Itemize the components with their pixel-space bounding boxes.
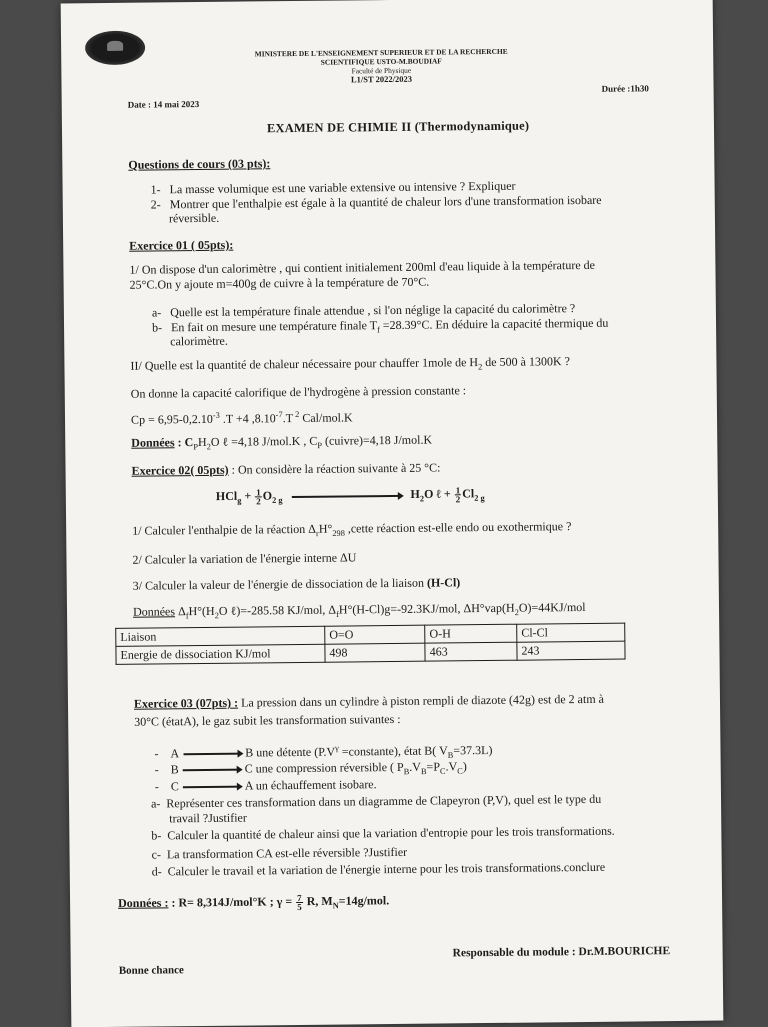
table-cell: 243 [517, 641, 625, 660]
table-cell: 498 [325, 643, 425, 662]
exercise-1-question-b-continued: calorimètre. [170, 333, 228, 349]
exam-sheet [61, 0, 724, 1027]
subscript: f [185, 611, 189, 621]
item-text: La transformation CA est-elle réversible ?Justifier [166, 844, 408, 862]
numerator: 7 [297, 892, 302, 904]
text-segment: 1/ Calculer l'enthalpie de la réaction Δ [132, 521, 317, 538]
superscript: γ [335, 743, 339, 753]
subscript: 2 [206, 442, 211, 452]
reactant-hcl: HCl [215, 488, 238, 504]
text-segment: Δ [174, 604, 186, 619]
text-segment: .T +4 ,8.10 [219, 411, 276, 426]
text-segment: R, M [303, 893, 333, 909]
item-letter: b- [151, 320, 163, 335]
exercise-1-part1-line1: 1/ On dispose d'un calorimètre , qui contient initialement 200ml d'eau liquide à la température de [129, 257, 596, 277]
text-segment: H [197, 434, 207, 450]
subscript: P [317, 441, 323, 451]
item-text: Représenter ces transformation dans un diagramme de Clapeyron (P,V), quel est le type du [166, 791, 602, 811]
text-segment: O)=44KJ/mol [518, 599, 586, 615]
data-label: Données : [118, 895, 169, 911]
table-cell: Energie de dissociation KJ/mol [116, 644, 325, 664]
state-label: A [170, 746, 180, 761]
item-letter: a- [150, 796, 161, 811]
exercise-3-question-a-continued: travail ?Justifier [169, 810, 247, 826]
good-luck-note: Bonne chance [118, 964, 184, 977]
numerator: 1 [256, 487, 261, 498]
exercise-3-data [118, 893, 389, 913]
exercise-3-question-b [151, 824, 614, 844]
table-header-cell: Liaison [116, 626, 325, 646]
text-segment: : R= 8,314J/mol°K ; γ = [168, 894, 296, 910]
ministry-header [211, 46, 551, 86]
text-segment: Cp = 6,95-0,2.10 [130, 411, 213, 427]
exercise-2-question-1 [132, 519, 571, 540]
data-label: Données [132, 604, 176, 619]
text-segment: (cuivre)=4,18 J/mol.K [321, 432, 433, 448]
superscript: -3 [212, 410, 220, 420]
text-segment: 3/ Calculer la valeur de l'énergie de dissociation de la liaison [132, 575, 428, 593]
exam-title: EXAMEN DE CHIMIE II (Thermodynamique) [266, 118, 530, 136]
exercise-2-data [133, 600, 586, 621]
level-label: L1/ST 2022/2023 [350, 73, 413, 85]
exercise-3-question-a [151, 792, 601, 812]
exercise-3-heading: Exercice 03 (07pts) : [133, 695, 239, 711]
exam-date: Date : 14 mai 2023 [127, 98, 200, 110]
state-label: B [170, 762, 179, 777]
faculty-label: Faculté de Physique [351, 65, 412, 76]
transformation-bc: - B C une compression réversible ( $P_B.V_B=P_C.V_C$) [154, 759, 467, 777]
text-segment: H°(H [188, 603, 215, 619]
arrow-right-icon [183, 786, 241, 789]
item-letter: d- [151, 864, 162, 879]
exercise-2-heading: Exercice 02( 05pts) [131, 462, 229, 478]
subscript: 2 g [272, 495, 283, 505]
reactant-o2: O [262, 488, 273, 503]
question-number: 2- [150, 197, 161, 212]
product-water: H [410, 486, 420, 502]
text-segment: =P [426, 759, 441, 774]
exercise-2-intro [131, 460, 440, 478]
item-text: Quelle est la température finale attendue , si l'on néglige la capacité du calorimètre ? [170, 301, 576, 320]
text-segment: =constante), état B( V [338, 743, 448, 759]
course-questions-heading: Questions de cours (03 pts): [128, 156, 271, 172]
text-segment: B une détente (P.V [245, 744, 336, 760]
text-segment: de 500 à 1300K ? [482, 354, 570, 370]
logo-emblem-icon [107, 41, 123, 51]
table-header-cell: Cl-Cl [517, 623, 625, 642]
exercise-3-question-d [152, 860, 606, 880]
exercise-1-part1-line2: 25°C.On y ajoute m=400g de cuivre à la température de 70°C. [129, 274, 430, 292]
course-question-2-continued: réversible. [168, 210, 220, 226]
item-letter: a- [151, 305, 162, 320]
table-header-cell: O-H [425, 624, 517, 643]
subscript: C [457, 766, 463, 776]
text-segment: La pression dans un cylindre à piston rempli de diazote (42g) est de 2 atm à [238, 691, 605, 710]
subscript: 2 g [474, 493, 485, 503]
numerator: 1 [455, 485, 461, 496]
text-segment: A un échauffement isobare. [244, 777, 377, 793]
data-label: Données [131, 435, 175, 450]
text-segment: : C [174, 435, 194, 450]
subscript: r [315, 529, 319, 539]
text-segment: C une compression réversible ( P [244, 759, 404, 776]
exam-duration: Durée :1h30 [601, 83, 649, 94]
text-segment: =37.3L) [453, 742, 493, 758]
exercise-3-question-c [152, 845, 408, 863]
transformation-ca: - C A un échauffement isobare. [154, 777, 377, 794]
subscript: 298 [332, 528, 345, 539]
bond-label: (H-Cl) [426, 575, 461, 590]
table-header-cell: O=O [325, 625, 425, 644]
question-number: 1- [150, 182, 161, 197]
subscript: C [439, 766, 446, 776]
subscript: f [336, 609, 339, 619]
exercise-2-question-3 [133, 575, 461, 593]
text-segment: .V [409, 759, 421, 774]
cp-intro: On donne la capacité calorifique de l'hydrogène à pression constante : [130, 383, 467, 401]
plus-sign: + [241, 488, 255, 503]
text-segment: O ℓ =4,18 J/mol.K , C [210, 433, 318, 449]
subscript: B [403, 767, 410, 777]
exercise-3-intro-line2: 30°C (étatA), le gaz subit les transformation suivantes : [134, 711, 401, 729]
subscript: g [237, 496, 242, 506]
question-text: Montrer que l'enthalpie est égale à la quantité de chaleur lors d'une transformation isobare [169, 192, 602, 212]
reaction-equation [216, 486, 485, 506]
exercise-3-intro-line1 [134, 692, 604, 712]
text-segment: H°(H-Cl)g=-92.3KJ/mol, ΔH°vap(H [338, 600, 515, 617]
fraction [255, 488, 262, 505]
subscript: 2 [419, 494, 425, 504]
item-text: Calculer la quantité de chaleur ainsi que la variation d'entropie pour les trois transformations. [167, 823, 615, 843]
subscript: 2 [478, 362, 483, 372]
fraction [455, 486, 462, 503]
item-text: =28.39°C. En déduire la capacité thermique du [379, 315, 609, 333]
subscript: P [193, 442, 199, 452]
exercise-2-question-2: 2/ Calculer la variation de l'énergie interne ΔU [132, 550, 357, 567]
subscript: 2 [214, 611, 219, 621]
product-cl2: Cl [462, 486, 475, 501]
item-letter: b- [151, 828, 162, 843]
text-segment: ) [462, 759, 467, 774]
text-segment: Cal/mol.K [299, 410, 353, 425]
denominator: 5 [297, 901, 302, 913]
text-segment: II/ Quelle est la quantité de chaleur nécessaire pour chauffer 1mole de H [130, 355, 479, 373]
text-segment: O ℓ)=-285.58 KJ/mol, Δ [218, 602, 337, 618]
text-segment: ,cette réaction est-elle endo ou exothermique ? [344, 519, 572, 536]
dissociation-energy-table [115, 623, 625, 665]
text-segment: .V [445, 759, 458, 774]
university-logo [85, 31, 145, 66]
fraction [296, 894, 303, 911]
module-responsible: Responsable du module : Dr.M.BOURICHE [452, 945, 671, 960]
state-label: C [170, 779, 179, 794]
table-cell: 463 [425, 642, 517, 661]
cp-formula [131, 409, 353, 427]
exercise-1-part2 [130, 354, 570, 375]
reaction-arrow-icon [292, 494, 402, 497]
subscript: N [332, 901, 339, 911]
text-segment: .T [282, 411, 294, 426]
denominator: 2 [256, 496, 261, 507]
text-segment: =14g/mol. [338, 893, 390, 908]
item-text: En fait on mesure une température finale T [170, 318, 378, 335]
subscript: f [377, 325, 380, 335]
transformation-ab: - A B une détente ($P.V^\gamma$ =constante), état B( $V_B=37.3L$) [154, 742, 493, 761]
item-letter: c- [151, 847, 161, 862]
text-segment: O ℓ + [423, 486, 454, 501]
denominator: 2 [455, 494, 461, 505]
arrow-right-icon [183, 753, 241, 756]
arrow-right-icon [183, 769, 241, 772]
text-segment: H° [318, 521, 333, 536]
subscript: 2 [514, 608, 519, 618]
ministry-line-2: SCIENTIFIQUE USTO-M.BOUDIAF [320, 56, 442, 67]
superscript: -7 [275, 410, 283, 420]
subscript: B [447, 750, 454, 760]
question-text: La masse volumique est une variable extensive ou intensive ? Expliquer [169, 178, 516, 197]
exercise-1-heading: Exercice 01 ( 05pts): [129, 237, 234, 253]
exercise-1-data [131, 433, 432, 453]
subscript: B [420, 767, 427, 777]
ministry-line-1: MINISTERE DE L'ENSEIGNEMENT SUPERIEUR ET DE LA RECHERCHE [254, 46, 508, 59]
superscript: 2 [292, 409, 300, 420]
item-text: Calculer le travail et la variation de l'énergie interne pour les trois transformations.conclure [167, 859, 606, 879]
text-segment: : On considère la réaction suivante à 25 °C: [228, 460, 441, 477]
